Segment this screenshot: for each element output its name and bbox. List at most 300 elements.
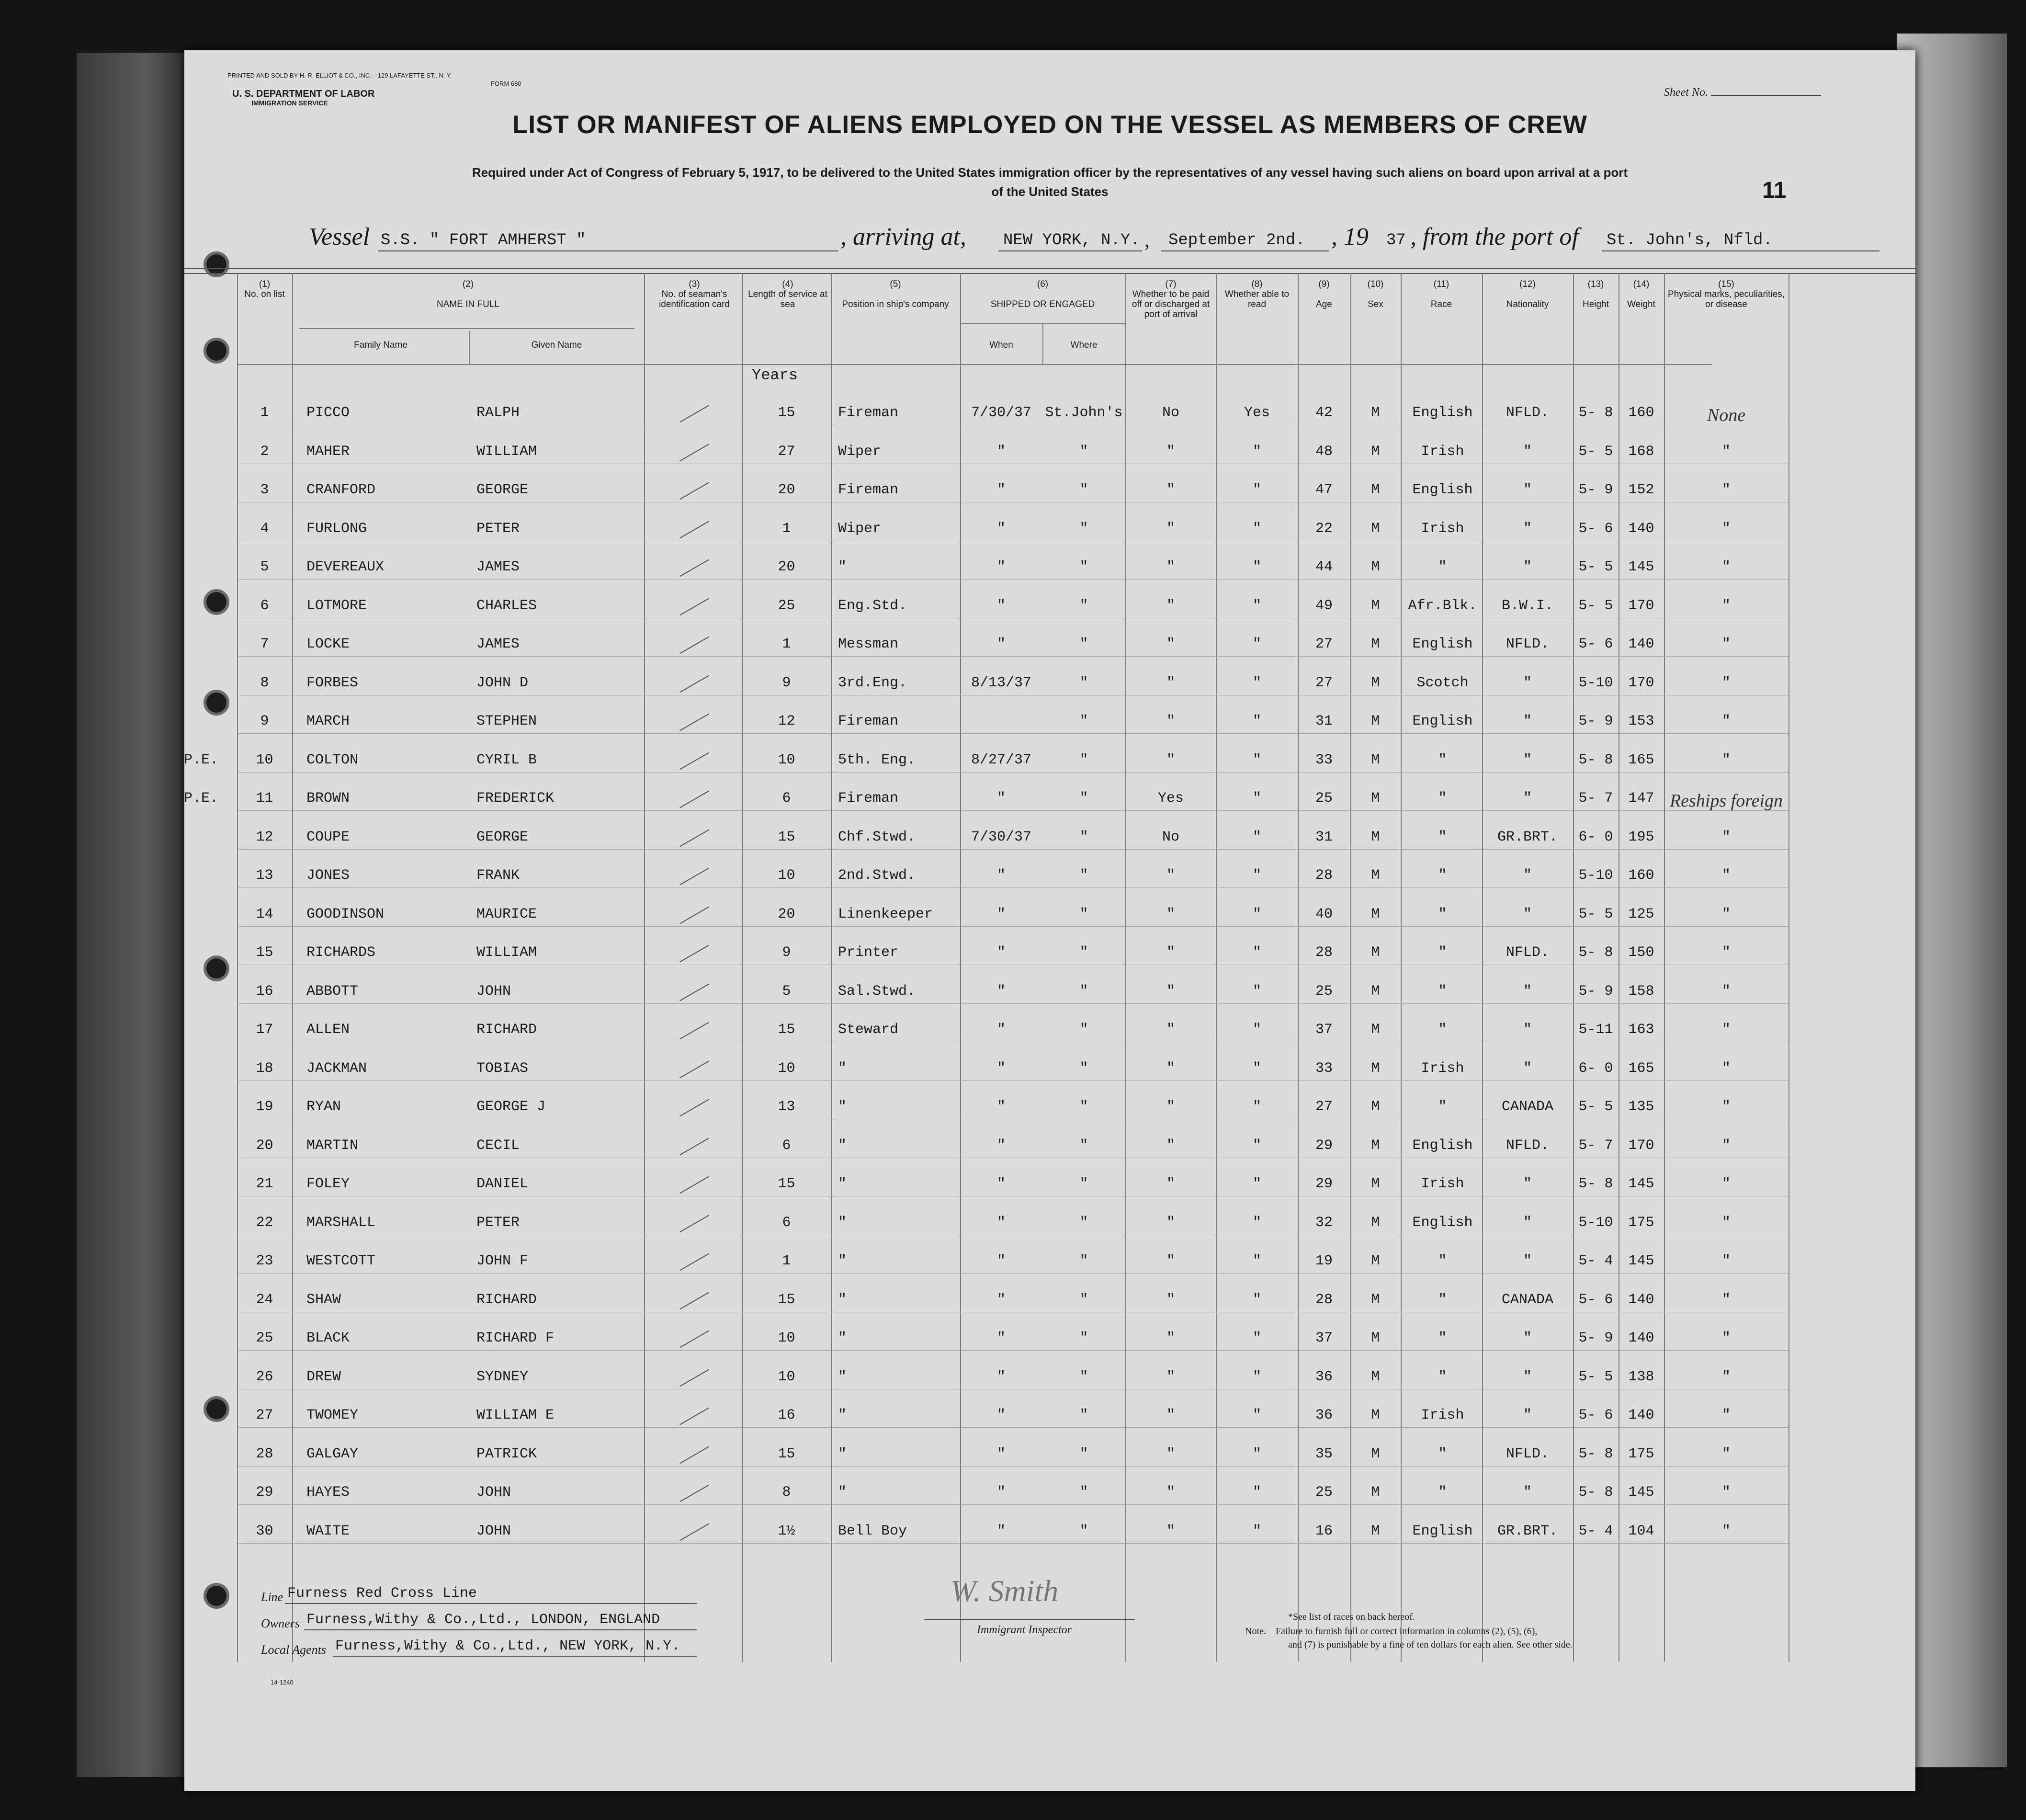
cell-height: 5- 6 xyxy=(1578,1407,1613,1423)
cell-physical-marks: " xyxy=(1721,636,1731,652)
cell-paid-off: " xyxy=(1166,1407,1175,1423)
cell-shipped-where: " xyxy=(1079,1523,1088,1539)
cell-position: Fireman xyxy=(838,713,899,729)
cell-service-years: 15 xyxy=(778,1176,795,1192)
cell-sex: M xyxy=(1371,1060,1380,1077)
cell-race: " xyxy=(1438,906,1447,922)
cell-race: " xyxy=(1438,1291,1447,1308)
cell-physical-marks: " xyxy=(1721,520,1731,537)
cell-position: Wiper xyxy=(838,520,882,537)
cell-family-name: COUPE xyxy=(306,829,350,845)
cell-able-to-read: " xyxy=(1252,713,1261,729)
cell-sex: M xyxy=(1371,1407,1380,1423)
cell-shipped-where: " xyxy=(1079,713,1088,729)
cell-physical-marks: None xyxy=(1707,405,1746,425)
cell-physical-marks: " xyxy=(1721,674,1731,691)
cell-height: 5- 6 xyxy=(1578,520,1613,537)
service-name: IMMIGRATION SERVICE xyxy=(251,99,328,107)
cell-nationality: " xyxy=(1523,1368,1532,1385)
cell-paid-off: " xyxy=(1166,944,1175,961)
id-card-tick-mark xyxy=(679,1253,709,1271)
cell-race: Irish xyxy=(1421,520,1464,537)
cell-row-number: 6 xyxy=(260,597,269,614)
cell-race: English xyxy=(1412,1214,1473,1231)
cell-sex: M xyxy=(1371,867,1380,884)
cell-shipped-where: " xyxy=(1079,751,1088,768)
cell-age: 44 xyxy=(1315,559,1333,575)
cell-position: 2nd.Stwd. xyxy=(838,867,916,884)
cell-shipped-when: " xyxy=(996,1368,1006,1385)
id-card-tick-mark xyxy=(679,482,709,500)
cell-sex: M xyxy=(1371,944,1380,961)
cell-race: Irish xyxy=(1421,1407,1464,1423)
cell-weight: 175 xyxy=(1628,1445,1654,1462)
cell-given-name: DANIEL xyxy=(476,1176,529,1192)
cell-paid-off: " xyxy=(1166,1291,1175,1308)
cell-sex: M xyxy=(1371,1099,1380,1115)
cell-weight: 125 xyxy=(1628,906,1654,922)
cell-row-number: 10 xyxy=(256,751,273,768)
cell-family-name: SHAW xyxy=(306,1291,341,1308)
cell-shipped-when: " xyxy=(996,944,1006,961)
cell-nationality: NFLD. xyxy=(1505,636,1549,652)
cell-family-name: FOLEY xyxy=(306,1176,350,1192)
punch-hole xyxy=(204,1583,229,1609)
cell-family-name: MARSHALL xyxy=(306,1214,376,1231)
cell-family-name: WESTCOTT xyxy=(306,1253,376,1269)
years-label: Years xyxy=(752,366,798,384)
punch-hole xyxy=(204,589,229,615)
cell-given-name: GEORGE J xyxy=(476,1099,546,1115)
cell-physical-marks: " xyxy=(1721,867,1731,884)
cell-paid-off: " xyxy=(1166,482,1175,498)
cell-age: 27 xyxy=(1315,636,1333,652)
cell-shipped-where: " xyxy=(1079,1484,1088,1501)
line-value: Furness Red Cross Line xyxy=(287,1585,477,1602)
cell-family-name: TWOMEY xyxy=(306,1407,359,1423)
cell-race: " xyxy=(1438,1330,1447,1346)
cell-height: 5- 7 xyxy=(1578,1137,1613,1154)
cell-shipped-where: " xyxy=(1079,944,1088,961)
id-card-tick-mark xyxy=(679,945,709,963)
cell-given-name: CHARLES xyxy=(476,597,537,614)
cell-age: 27 xyxy=(1315,1099,1333,1115)
cell-age: 37 xyxy=(1315,1330,1333,1346)
cell-physical-marks: " xyxy=(1721,1214,1731,1231)
cell-physical-marks: " xyxy=(1721,1407,1731,1423)
cell-shipped-where: " xyxy=(1079,597,1088,614)
cell-shipped-when: " xyxy=(996,1484,1006,1501)
cell-race: Irish xyxy=(1421,1176,1464,1192)
year-suffix: 37 xyxy=(1386,231,1406,250)
cell-able-to-read: " xyxy=(1252,1291,1261,1308)
cell-family-name: FORBES xyxy=(306,674,359,691)
cell-service-years: 20 xyxy=(778,906,795,922)
cell-paid-off: " xyxy=(1166,636,1175,652)
year-prefix: , 19 xyxy=(1331,223,1369,250)
arrival-date: September 2nd. xyxy=(1168,231,1305,250)
cell-service-years: 20 xyxy=(778,482,795,498)
cell-position: Sal.Stwd. xyxy=(838,983,916,1000)
id-card-tick-mark xyxy=(679,675,709,693)
col-header-position: Position in ship's company xyxy=(842,299,949,309)
cell-able-to-read: " xyxy=(1252,559,1261,575)
id-card-tick-mark xyxy=(679,405,709,423)
id-card-tick-mark xyxy=(679,1292,709,1309)
cell-race: " xyxy=(1438,1368,1447,1385)
cell-given-name: JAMES xyxy=(476,559,520,575)
col-header-paid-off: Whether to be paid off or discharged at port of arrival xyxy=(1132,289,1210,319)
cell-height: 5- 8 xyxy=(1578,1484,1613,1501)
cell-height: 5- 8 xyxy=(1578,1176,1613,1192)
cell-paid-off: " xyxy=(1166,1330,1175,1346)
cell-given-name: JAMES xyxy=(476,636,520,652)
cell-age: 25 xyxy=(1315,1484,1333,1501)
cell-physical-marks: " xyxy=(1721,829,1731,845)
line-label: Line xyxy=(261,1590,283,1604)
cell-nationality: CANADA xyxy=(1501,1291,1554,1308)
cell-row-number: 16 xyxy=(256,983,273,1000)
cell-weight: 104 xyxy=(1628,1523,1654,1539)
id-card-tick-mark xyxy=(679,906,709,924)
cell-age: 29 xyxy=(1315,1176,1333,1192)
id-card-tick-mark xyxy=(679,868,709,886)
cell-sex: M xyxy=(1371,906,1380,922)
cell-weight: 170 xyxy=(1628,674,1654,691)
cell-paid-off: " xyxy=(1166,674,1175,691)
cell-shipped-when: " xyxy=(996,1407,1006,1423)
cell-physical-marks: " xyxy=(1721,944,1731,961)
cell-paid-off: " xyxy=(1166,1060,1175,1077)
cell-age: 48 xyxy=(1315,443,1333,460)
cell-family-name: JACKMAN xyxy=(306,1060,367,1077)
cell-able-to-read: " xyxy=(1252,1099,1261,1115)
cell-given-name: PATRICK xyxy=(476,1445,537,1462)
cell-nationality: " xyxy=(1523,1214,1532,1231)
cell-family-name: BLACK xyxy=(306,1330,350,1346)
punch-hole xyxy=(204,338,229,364)
cell-shipped-where: " xyxy=(1079,1214,1088,1231)
cell-shipped-where: " xyxy=(1079,1445,1088,1462)
col-header-id-card: No. of seaman's identification card xyxy=(659,289,730,309)
cell-sex: M xyxy=(1371,790,1380,807)
col-header-height: Height xyxy=(1583,299,1609,309)
cell-physical-marks: " xyxy=(1721,1368,1731,1385)
cell-shipped-where: " xyxy=(1079,1253,1088,1269)
cell-nationality: GR.BRT. xyxy=(1497,1523,1558,1539)
cell-able-to-read: " xyxy=(1252,983,1261,1000)
cell-position: " xyxy=(838,1368,847,1385)
cell-position: Fireman xyxy=(838,482,899,498)
cell-service-years: 20 xyxy=(778,559,795,575)
cell-row-number: 1 xyxy=(260,405,269,421)
cell-weight: 140 xyxy=(1628,520,1654,537)
cell-family-name: WAITE xyxy=(306,1523,350,1539)
cell-shipped-where: " xyxy=(1079,1291,1088,1308)
cell-shipped-where: " xyxy=(1079,482,1088,498)
cell-position: " xyxy=(838,1253,847,1269)
cell-shipped-where: " xyxy=(1079,636,1088,652)
cell-given-name: JOHN xyxy=(476,1484,511,1501)
agents-label: Local Agents xyxy=(261,1643,327,1657)
cell-race: " xyxy=(1438,944,1447,961)
id-card-tick-mark xyxy=(679,559,709,577)
cell-shipped-when: " xyxy=(996,597,1006,614)
cell-weight: 145 xyxy=(1628,1253,1654,1269)
cell-sex: M xyxy=(1371,713,1380,729)
cell-height: 5- 5 xyxy=(1578,597,1613,614)
cell-weight: 145 xyxy=(1628,559,1654,575)
cell-position: " xyxy=(838,1214,847,1231)
cell-shipped-when: " xyxy=(996,1445,1006,1462)
cell-service-years: 8 xyxy=(782,1484,791,1501)
cell-paid-off: " xyxy=(1166,1022,1175,1038)
cell-service-years: 15 xyxy=(778,1022,795,1038)
cell-nationality: NFLD. xyxy=(1505,405,1549,421)
cell-shipped-when: " xyxy=(996,790,1006,807)
cell-age: 28 xyxy=(1315,867,1333,884)
cell-position: " xyxy=(838,1176,847,1192)
cell-given-name: CECIL xyxy=(476,1137,520,1154)
cell-row-number: 25 xyxy=(256,1330,273,1346)
cell-service-years: 10 xyxy=(778,867,795,884)
cell-given-name: STEPHEN xyxy=(476,713,537,729)
cell-row-number: 23 xyxy=(256,1253,273,1269)
cell-age: 36 xyxy=(1315,1368,1333,1385)
cell-shipped-when: " xyxy=(996,1330,1006,1346)
cell-weight: 170 xyxy=(1628,1137,1654,1154)
cell-weight: 135 xyxy=(1628,1099,1654,1115)
cell-row-number: 13 xyxy=(256,867,273,884)
cell-nationality: GR.BRT. xyxy=(1497,829,1558,845)
id-card-tick-mark xyxy=(679,791,709,808)
id-card-tick-mark xyxy=(679,1523,709,1541)
cell-height: 6- 0 xyxy=(1578,829,1613,845)
cell-service-years: 15 xyxy=(778,1445,795,1462)
cell-family-name: FURLONG xyxy=(306,520,367,537)
cell-family-name: LOCKE xyxy=(306,636,350,652)
punch-hole xyxy=(204,956,229,981)
id-card-tick-mark xyxy=(679,714,709,731)
cell-paid-off: " xyxy=(1166,1445,1175,1462)
cell-physical-marks: " xyxy=(1721,482,1731,498)
cell-physical-marks: " xyxy=(1721,1445,1731,1462)
id-card-tick-mark xyxy=(679,1176,709,1194)
cell-sex: M xyxy=(1371,520,1380,537)
cell-race: English xyxy=(1412,1523,1473,1539)
cell-shipped-when: 7/30/37 xyxy=(971,829,1032,845)
cell-paid-off: " xyxy=(1166,1214,1175,1231)
cell-height: 5- 5 xyxy=(1578,1368,1613,1385)
cell-position: " xyxy=(838,1099,847,1115)
cell-service-years: 9 xyxy=(782,944,791,961)
cell-shipped-when: " xyxy=(996,1176,1006,1192)
cell-shipped-where: " xyxy=(1079,1060,1088,1077)
col-header-weight: Weight xyxy=(1627,299,1655,309)
cell-height: 5- 6 xyxy=(1578,636,1613,652)
id-card-tick-mark xyxy=(679,829,709,847)
cell-shipped-when: " xyxy=(996,1253,1006,1269)
cell-given-name: GEORGE xyxy=(476,829,529,845)
cell-shipped-where: " xyxy=(1079,1368,1088,1385)
cell-row-number: 8 xyxy=(260,674,269,691)
cell-position: Bell Boy xyxy=(838,1523,907,1539)
col-header-number: No. on list xyxy=(244,289,285,299)
cell-row-number: 18 xyxy=(256,1060,273,1077)
cell-service-years: 15 xyxy=(778,1291,795,1308)
cell-sex: M xyxy=(1371,559,1380,575)
cell-shipped-when: " xyxy=(996,1214,1006,1231)
cell-service-years: 10 xyxy=(778,1368,795,1385)
inspector-label: Immigrant Inspector xyxy=(977,1624,1072,1636)
cell-physical-marks: " xyxy=(1721,1060,1731,1077)
cell-given-name: JOHN xyxy=(476,1523,511,1539)
cell-weight: 163 xyxy=(1628,1022,1654,1038)
cell-physical-marks: " xyxy=(1721,1484,1731,1501)
col-header-name: NAME IN FULL xyxy=(437,299,499,309)
cell-age: 27 xyxy=(1315,674,1333,691)
cell-weight: 150 xyxy=(1628,944,1654,961)
cell-nationality: CANADA xyxy=(1501,1099,1554,1115)
cell-physical-marks: " xyxy=(1721,1291,1731,1308)
cell-age: 33 xyxy=(1315,751,1333,768)
cell-service-years: 6 xyxy=(782,1214,791,1231)
cell-height: 5- 6 xyxy=(1578,1291,1613,1308)
punch-hole xyxy=(204,1396,229,1422)
cell-height: 5- 8 xyxy=(1578,751,1613,768)
col-header-age: Age xyxy=(1316,299,1332,309)
cell-height: 5- 5 xyxy=(1578,1099,1613,1115)
cell-shipped-where: " xyxy=(1079,559,1088,575)
cell-nationality: " xyxy=(1523,1253,1532,1269)
cell-height: 5-10 xyxy=(1578,867,1613,884)
cell-physical-marks: " xyxy=(1721,1176,1731,1192)
cell-shipped-when: 7/30/37 xyxy=(971,405,1032,421)
manifest-title: LIST OR MANIFEST OF ALIENS EMPLOYED ON THE VESSEL AS MEMBERS OF CREW xyxy=(512,111,1588,139)
cell-weight: 170 xyxy=(1628,597,1654,614)
cell-physical-marks: " xyxy=(1721,559,1731,575)
cell-physical-marks: " xyxy=(1721,1253,1731,1269)
cell-weight: 140 xyxy=(1628,636,1654,652)
col-header-service: Length of service at sea xyxy=(748,289,827,309)
cell-position: Fireman xyxy=(838,790,899,807)
id-card-tick-mark xyxy=(679,637,709,654)
cell-given-name: RICHARD xyxy=(476,1022,537,1038)
cell-shipped-when: 8/27/37 xyxy=(971,751,1032,768)
cell-position: Wiper xyxy=(838,443,882,460)
cell-nationality: " xyxy=(1523,520,1532,537)
cell-row-number: 24 xyxy=(256,1291,273,1308)
cell-shipped-when: " xyxy=(996,520,1006,537)
cell-shipped-when: 8/13/37 xyxy=(971,674,1032,691)
cell-position: Messman xyxy=(838,636,899,652)
cell-race: " xyxy=(1438,1445,1447,1462)
cell-weight: 160 xyxy=(1628,867,1654,884)
cell-paid-off: " xyxy=(1166,751,1175,768)
cell-shipped-when: " xyxy=(996,867,1006,884)
cell-able-to-read: " xyxy=(1252,1368,1261,1385)
id-card-tick-mark xyxy=(679,983,709,1001)
cell-row-number: 7 xyxy=(260,636,269,652)
cell-age: 25 xyxy=(1315,790,1333,807)
cell-height: 5- 4 xyxy=(1578,1253,1613,1269)
cell-sex: M xyxy=(1371,1291,1380,1308)
col-header-shipped: SHIPPED OR ENGAGED xyxy=(990,299,1095,309)
cell-row-number: 28 xyxy=(256,1445,273,1462)
cell-row-number: 15 xyxy=(256,944,273,961)
cell-able-to-read: " xyxy=(1252,1060,1261,1077)
cell-able-to-read: " xyxy=(1252,1330,1261,1346)
id-card-tick-mark xyxy=(679,1408,709,1425)
cell-shipped-when: " xyxy=(996,1523,1006,1539)
cell-shipped-where: " xyxy=(1079,1137,1088,1154)
cell-age: 22 xyxy=(1315,520,1333,537)
cell-given-name: TOBIAS xyxy=(476,1060,529,1077)
cell-sex: M xyxy=(1371,1484,1380,1501)
cell-sex: M xyxy=(1371,1022,1380,1038)
cell-given-name: GEORGE xyxy=(476,482,529,498)
cell-nationality: " xyxy=(1523,1176,1532,1192)
races-note: *See list of races on back hereof. xyxy=(1288,1612,1415,1622)
cell-position: Eng.Std. xyxy=(838,597,907,614)
cell-physical-marks: " xyxy=(1721,597,1731,614)
cell-physical-marks: " xyxy=(1721,751,1731,768)
cell-given-name: JOHN xyxy=(476,983,511,1000)
cell-able-to-read: " xyxy=(1252,597,1261,614)
cell-weight: 152 xyxy=(1628,482,1654,498)
cell-physical-marks: " xyxy=(1721,1137,1731,1154)
cell-sex: M xyxy=(1371,482,1380,498)
cell-weight: 168 xyxy=(1628,443,1654,460)
sheet-no-label: Sheet No. xyxy=(1664,86,1821,99)
cell-position: Printer xyxy=(838,944,899,961)
from-port-label: , from the port of xyxy=(1410,223,1579,250)
cell-sex: M xyxy=(1371,751,1380,768)
cell-given-name: RALPH xyxy=(476,405,520,421)
cell-family-name: MAHER xyxy=(306,443,350,460)
cell-paid-off: " xyxy=(1166,1368,1175,1385)
cell-able-to-read: " xyxy=(1252,1445,1261,1462)
cell-age: 40 xyxy=(1315,906,1333,922)
cell-age: 49 xyxy=(1315,597,1333,614)
cell-position: Chf.Stwd. xyxy=(838,829,916,845)
cell-family-name: GALGAY xyxy=(306,1445,359,1462)
cell-row-number: 26 xyxy=(256,1368,273,1385)
cell-given-name: RICHARD xyxy=(476,1291,537,1308)
cell-age: 31 xyxy=(1315,829,1333,845)
cell-service-years: 10 xyxy=(778,1330,795,1346)
cell-age: 33 xyxy=(1315,1060,1333,1077)
cell-sex: M xyxy=(1371,636,1380,652)
cell-service-years: 12 xyxy=(778,713,795,729)
cell-row-number: 11 xyxy=(256,790,273,807)
cell-sex: M xyxy=(1371,597,1380,614)
cell-able-to-read: " xyxy=(1252,636,1261,652)
cell-service-years: 6 xyxy=(782,790,791,807)
cell-age: 28 xyxy=(1315,944,1333,961)
cell-shipped-where: " xyxy=(1079,790,1088,807)
cell-age: 37 xyxy=(1315,1022,1333,1038)
cell-physical-marks: " xyxy=(1721,1330,1731,1346)
cell-position: " xyxy=(838,1407,847,1423)
cell-age: 35 xyxy=(1315,1445,1333,1462)
cell-row-number: 22 xyxy=(256,1214,273,1231)
cell-nationality: " xyxy=(1523,559,1532,575)
cell-position: " xyxy=(838,1291,847,1308)
cell-weight: 138 xyxy=(1628,1368,1654,1385)
cell-race: English xyxy=(1412,713,1473,729)
cell-position: " xyxy=(838,1445,847,1462)
